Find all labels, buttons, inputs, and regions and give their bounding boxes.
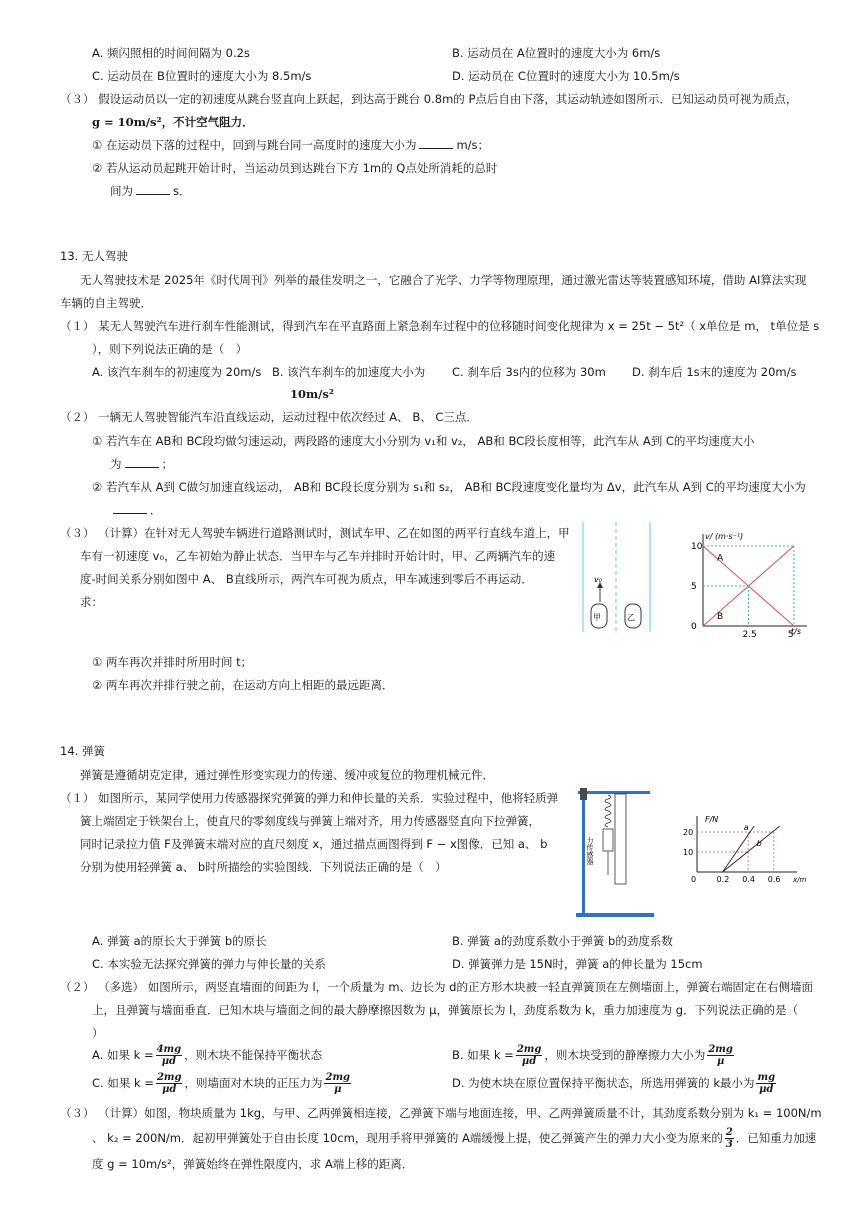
frac-num: 2mg: [708, 1044, 733, 1055]
frac-den: μ: [716, 1056, 725, 1067]
y-tick-label: 20: [683, 828, 694, 837]
y-tick-label: 0: [691, 622, 697, 632]
q13-title: 13. 无人驾驶: [60, 249, 128, 263]
q14-part2-option-a: [92, 1042, 322, 1068]
q14-part1-line3: 同时记录拉力值 F及弹簧末端对应的直尺刻度 x，通过描点画图得到 F − x图像．已知 a、 b: [80, 837, 548, 851]
q14-intro: 弹簧是遵循胡克定律，通过弹性形变实现力的传递、缓冲或复位的物理机械元件．: [80, 768, 494, 782]
line-text: 、 k₂ = 200N/m．起初甲弹簧处于自由长度 10cm，现用手将甲弹簧的 A端缓慢上提，使乙弹簧产生的弹力大小变为原来的: [92, 1131, 723, 1145]
q14-option-a: A. 弹簧 a的原长大于弹簧 b的原长: [92, 934, 267, 948]
q14-option-c: C. 本实验无法探究弹簧的弹力与伸长量的关系: [92, 957, 326, 971]
q14-option-d: D. 弹簧弹力是 15N时，弹簧 a的伸长量为 15cm: [452, 957, 703, 971]
q13-part3-line2: 车有一初速度 v₀，乙车初始为静止状态．当甲车与乙车并排时开始计时，甲、乙两辆汽车的速: [80, 549, 556, 563]
q14-part1-line2: 簧上端固定于铁架台上，使直尺的零刻度线与弹簧上端对齐，用力传感器竖直向下拉弹簧，: [80, 814, 540, 828]
q12-part3-line1: （３） 假设运动员以一定的初速度从跳台竖直向上跃起，到达高于跳台 0.8m的 P点后自由下落，其运动轨迹如图所示．已知运动员可视为质点，: [60, 92, 798, 106]
frac-num: mg: [757, 1072, 776, 1083]
frac-den: μd: [521, 1056, 537, 1067]
frac-num: 2mg: [325, 1072, 351, 1083]
line-text: ．已知重力加速: [735, 1131, 817, 1145]
chart13-ylabel: v/ (m·s⁻¹): [705, 532, 744, 541]
q13-option-a: A. 该汽车刹车的初速度为 20m/s: [92, 365, 262, 379]
q13-intro2: 车辆的自主驾驶．: [60, 296, 152, 310]
opt-prefix: B. 如果 k =: [452, 1048, 514, 1062]
q13-part1-line1: （１） 某无人驾驶汽车进行刹车性能测试，得到汽车在平直路面上紧急刹车过程中的位移随时间变化规律为 x = 25t − 5t²（ x单位是 m， t单位是 s: [60, 319, 820, 333]
q12-sub1-text: ① 在运动员下落的过程中，回到与跳台同一高度时的速度大小为: [92, 138, 417, 152]
fraction: [756, 1072, 776, 1095]
q14-part3-line2: [92, 1125, 816, 1151]
frac-num: 4mg: [156, 1044, 182, 1055]
q13-option-d: D. 刹车后 1s末的速度为 20m/s: [632, 365, 797, 379]
q12-option-c: C. 运动员在 B位置时的速度大小为 8.5m/s: [92, 69, 312, 83]
q13-part2-sub2b: [110, 502, 162, 518]
q13-part1-line2: ），则下列说法正确的是（ ）: [92, 342, 248, 356]
opt-suffix: ，则木块受到的静摩擦力大小为: [544, 1048, 706, 1062]
fraction: [725, 1127, 734, 1150]
series-line-b: [723, 826, 780, 872]
force-sensor-box: [603, 829, 613, 851]
fraction: [324, 1072, 351, 1095]
q12-part3-line2: g = 10m/s²，不计空气阻力．: [92, 115, 254, 129]
vt-chart: [683, 522, 813, 644]
q13-part3-line1: （３） （计算）在针对无人驾驶车辆进行道路测试时，测试车甲、乙在如图的两平行直线车道上，甲: [60, 526, 570, 540]
fraction: [707, 1044, 734, 1067]
y-tick-label: 5: [691, 582, 697, 592]
road-lanes-figure: [580, 522, 660, 634]
opt-prefix: C. 如果 k =: [92, 1076, 154, 1090]
fx-chart: [675, 808, 815, 890]
frac-den: μd: [162, 1084, 177, 1095]
frac-num: 2mg: [516, 1044, 542, 1055]
x-tick-label: 0.4: [742, 875, 755, 884]
opt-prefix: D. 为使木块在原位置保持平衡状态，所选用弹簧的 k最小为: [452, 1076, 755, 1090]
x-tick-label: 0.2: [716, 875, 730, 884]
opt-suffix: ，则木块不能保持平衡状态: [184, 1048, 323, 1062]
v0-label: v₀: [594, 575, 602, 584]
frac-den: 3: [725, 1139, 733, 1150]
q12-part3-sub1: [92, 137, 489, 153]
q12-part3-sub2a: ② 若从运动员起跳开始计时，当运动员到达跳台下方 1m的 Q点处所消耗的总时: [92, 161, 498, 175]
q13-intro1: 无人驾驶技术是 2025年《时代周刊》列举的最佳发明之一，它融合了光学、力学等物理原理，通过激光雷达等装置感知环境，借助 AI算法实现: [80, 273, 807, 287]
q14-part2-option-b: [452, 1042, 736, 1068]
q14-part2-option-d: [452, 1070, 778, 1096]
frac-den: μd: [161, 1056, 177, 1067]
spring-apparatus-figure: [570, 785, 660, 920]
q13-part2-sub2a: ② 若汽车从 A到 C做匀加速直线运动， AB和 BC段长度分别为 s₁和 s₂， AB和 BC段速度变化量均为 Δv，此汽车从 A到 C的平均速度大小为: [92, 480, 806, 494]
x-tick-label: 2.5: [742, 630, 757, 640]
answer-blank[interactable]: [125, 456, 159, 468]
answer-blank[interactable]: [419, 137, 453, 149]
q13-part2-sub1a: ① 若汽车在 AB和 BC段均做匀速运动，两段路的速度大小分别为 v₁和 v₂， AB和 BC段长度相等，此汽车从 A到 C的平均速度大小: [92, 434, 755, 448]
stand-pole: [582, 791, 585, 915]
q14-part2-option-c: [92, 1070, 353, 1096]
series-line-a: [723, 826, 755, 872]
q13-part3-sub2: ② 两车再次并排行驶之前，在运动方向上相距的最远距离．: [92, 678, 394, 692]
q13-part3-line4: 求：: [80, 595, 103, 609]
q12-option-a: A. 频闪照相的时间间隔为 0.2s: [92, 46, 250, 60]
answer-blank[interactable]: [136, 183, 170, 195]
q14-part2-line2: 上，且弹簧与墙面垂直．已知木块与墙面之间的最大静摩擦因数为 μ，弹簧原长为 l，劲度系数为 k，重力加速度为 g．下列说法正确的是（: [92, 1003, 799, 1017]
opt-prefix: A. 如果 k =: [92, 1048, 154, 1062]
q14-part3-line1: （３） （计算）如图，物块质量为 1kg，与甲、乙两弹簧相连接，乙弹簧下端与地面连接，甲、乙两弹簧质量不计，其劲度系数分别为 k₁ = 100N/m: [60, 1106, 822, 1120]
x-tick-label: 0: [691, 875, 697, 884]
q12-part3-sub2b: [110, 183, 191, 199]
q13-part2-line1: （２） 一辆无人驾驶智能汽车沿直线运动，运动过程中依次经过 A、 B、 C三点．: [60, 410, 478, 424]
q13-option-c: C. 刹车后 3s内的位移为 30m: [452, 365, 606, 379]
q14-option-b: B. 弹簧 a的劲度系数小于弹簧 b的劲度系数: [452, 934, 673, 948]
series-label-a: a: [743, 823, 749, 832]
spring-coil: [605, 795, 611, 827]
ruler: [615, 794, 626, 884]
q12-sub1-unit: m/s；: [456, 138, 490, 152]
q13-sub2-end: ．: [150, 503, 162, 517]
q14-part1-line1: （１） 如图所示，某同学使用力传感器探究弹簧的弹力和伸长量的关系．实验过程中，他将轻质弹: [60, 791, 559, 805]
y-tick-label: 10: [683, 848, 694, 857]
opt-suffix: ，则墙面对木块的正压力为: [184, 1076, 323, 1090]
x-tick-label: 5: [787, 630, 794, 640]
stand-base: [576, 913, 654, 917]
chart13-xlabel: t/s: [791, 627, 801, 636]
series-label-B: B: [717, 612, 724, 622]
q13-part3-line3: 度-时间关系分别如图中 A、 B直线所示，两汽车可视为质点，甲车减速到零后不再运动．: [80, 572, 533, 586]
q12-option-b: B. 运动员在 A位置时的速度大小为 6m/s: [452, 46, 661, 60]
car-yi-label: 乙: [627, 613, 635, 622]
frac-den: μd: [759, 1084, 774, 1095]
q14-part2-line3: ）: [92, 1026, 104, 1040]
q12-option-d: D. 运动员在 C位置时的速度大小为 10.5m/s: [452, 69, 680, 83]
q13-option-b-value: 10m/s²: [290, 387, 334, 401]
q13-option-b: B. 该汽车刹车的加速度大小为: [272, 365, 426, 379]
q14-part1-line4: 分别为使用轻弹簧 a、 b时所描绘的实验图线．下列说法正确的是（ ）: [80, 860, 447, 874]
frac-num: 2: [725, 1127, 733, 1138]
q12-sub2-text: 间为: [110, 184, 133, 198]
fraction: [516, 1044, 543, 1067]
chart14-xlabel: x/m: [793, 876, 807, 884]
q13-part3-sub1: ① 两车再次并排时所用时间 t；: [92, 655, 253, 669]
force-sensor-label: 力传感器: [586, 837, 594, 865]
frac-den: μ: [334, 1084, 342, 1095]
stand-arm: [578, 791, 650, 794]
series-label-b: b: [756, 839, 762, 848]
answer-blank[interactable]: [113, 502, 147, 514]
q14-title: 14. 弹簧: [60, 744, 105, 758]
q12-sub2-unit: s．: [173, 184, 191, 198]
y-tick-label: 10: [691, 542, 703, 552]
x-tick-label: 0.6: [767, 875, 781, 884]
q13-sub1-end: ；: [161, 457, 173, 471]
frac-num: 2mg: [156, 1072, 182, 1083]
car-jia-label: 甲: [593, 613, 601, 622]
fraction: [156, 1044, 183, 1067]
chart14-ylabel: F/N: [705, 815, 719, 824]
q13-part2-sub1b: [110, 456, 173, 472]
q14-part3-line3: 度 g = 10m/s²，弹簧始终在弹性限度内，求 A端上移的距离．: [92, 1157, 414, 1171]
fraction: [156, 1072, 183, 1095]
series-label-A: A: [717, 553, 724, 564]
q14-part2-line1: （２） （多选） 如图所示，两竖直墙面的间距为 l，一个质量为 m、边长为 d的正方形木块被一轻直弹簧顶在左侧墙面上，弹簧右端固定在右侧墙面: [60, 980, 813, 994]
q13-sub1-text: 为: [110, 457, 122, 471]
